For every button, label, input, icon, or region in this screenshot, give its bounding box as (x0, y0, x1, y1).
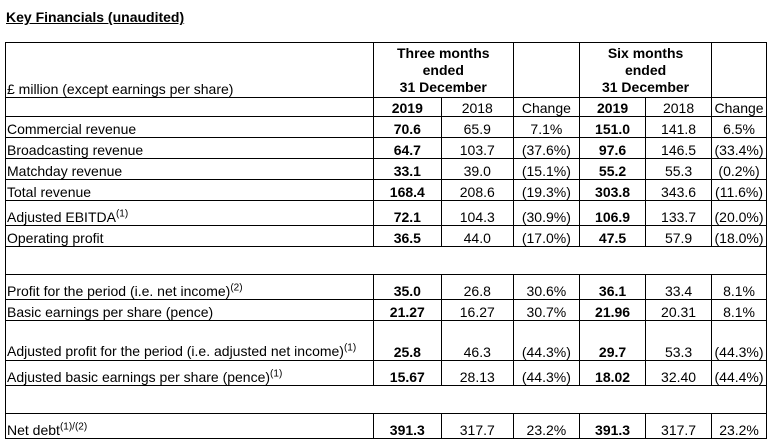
cell-h-change: (33.4%) (712, 138, 767, 159)
cell-h-2019: 21.96 (580, 300, 646, 321)
cell-q-2018: 65.9 (441, 117, 513, 138)
cell-q-2019: 70.6 (373, 117, 441, 138)
cell-q-2019: 25.8 (373, 321, 441, 361)
cell-h-2019: 151.0 (580, 117, 646, 138)
cell-h-2018: 133.7 (646, 201, 712, 226)
cell-q-2018: 44.0 (441, 226, 513, 247)
cell-h-2018: 53.3 (646, 321, 712, 361)
cell-h-2018: 141.8 (646, 117, 712, 138)
year-current: 2019 (373, 98, 441, 117)
cell-h-change: 8.1% (712, 300, 767, 321)
change-header: Change (712, 98, 767, 117)
cell-q-2019: 64.7 (373, 138, 441, 159)
table-row (6, 414, 767, 439)
cell-q-2019: 168.4 (373, 180, 441, 201)
table-row (6, 321, 767, 361)
year-prior: 2018 (646, 98, 712, 117)
cell-h-2019: 36.1 (580, 275, 646, 300)
cell-h-2018: 57.9 (646, 226, 712, 247)
table-row (6, 180, 767, 201)
cell-q-2019: 33.1 (373, 159, 441, 180)
row-label: Total revenue (6, 180, 374, 201)
cell-q-2018: 208.6 (441, 180, 513, 201)
footnote-ref: (1) (115, 208, 129, 220)
row-label: Operating profit (6, 226, 374, 247)
table-row (6, 300, 767, 321)
cell-h-change: (11.6%) (712, 180, 767, 201)
cell-h-2018: 343.6 (646, 180, 712, 201)
footnote-ref: (1) (343, 342, 357, 354)
cell-h-2018: 33.4 (646, 275, 712, 300)
table-row (6, 138, 767, 159)
cell-h-2019: 55.2 (580, 159, 646, 180)
spacer-row (6, 247, 767, 275)
cell-q-2019: 15.67 (373, 361, 441, 386)
change-header: Change (513, 98, 579, 117)
cell-q-2018: 28.13 (441, 361, 513, 386)
cell-h-2018: 32.40 (646, 361, 712, 386)
cell-h-2018: 55.3 (646, 159, 712, 180)
cell-q-2019: 72.1 (373, 201, 441, 226)
row-label: Adjusted basic earnings per share (pence)$^{(1)}$ (6, 361, 374, 386)
cell-h-change: (18.0%) (712, 226, 767, 247)
period-three-months: Three months ended 31 December (373, 43, 513, 98)
year-current: 2019 (580, 98, 646, 117)
cell-q-change: 7.1% (513, 117, 579, 138)
cell-q-change: 23.2% (513, 414, 579, 439)
cell-h-change: 6.5% (712, 117, 767, 138)
page-title: Key Financials (unaudited) (6, 9, 185, 25)
cell-q-2018: 317.7 (441, 414, 513, 439)
row-label: Profit for the period (i.e. net income)$^{(2)}$ (6, 275, 374, 300)
year-prior: 2018 (441, 98, 513, 117)
table-row (6, 226, 767, 247)
cell-q-2018: 104.3 (441, 201, 513, 226)
cell-q-change: (19.3%) (513, 180, 579, 201)
cell-q-2019: 21.27 (373, 300, 441, 321)
cell-h-2018: 317.7 (646, 414, 712, 439)
period-six-months: Six months ended 31 December (580, 43, 712, 98)
cell-h-2019: 97.6 (580, 138, 646, 159)
cell-h-2018: 20.31 (646, 300, 712, 321)
cell-h-change: (44.4%) (712, 361, 767, 386)
cell-h-2019: 18.02 (580, 361, 646, 386)
cell-h-change: 23.2% (712, 414, 767, 439)
cell-h-change: (0.2%) (712, 159, 767, 180)
cell-h-2019: 29.7 (580, 321, 646, 361)
row-label: Broadcasting revenue (6, 138, 374, 159)
footnote-ref: (1) (270, 368, 283, 380)
cell-h-2018: 146.5 (646, 138, 712, 159)
cell-q-2019: 35.0 (373, 275, 441, 300)
cell-h-2019: 391.3 (580, 414, 646, 439)
spacer-row (6, 386, 767, 414)
cell-h-change: (44.3%) (712, 321, 767, 361)
cell-q-2019: 36.5 (373, 226, 441, 247)
cell-q-change: (30.9%) (513, 201, 579, 226)
cell-h-change: 8.1% (712, 275, 767, 300)
row-label: Adjusted EBITDA$^{(1)}$ (6, 201, 374, 226)
unit-label: £ million (except earnings per share) (6, 43, 374, 98)
table-row (6, 159, 767, 180)
footnote-ref: (1)/(2) (59, 421, 88, 433)
cell-q-2018: 39.0 (441, 159, 513, 180)
cell-q-2019: 391.3 (373, 414, 441, 439)
cell-h-2019: 303.8 (580, 180, 646, 201)
cell-q-change: (15.1%) (513, 159, 579, 180)
cell-q-change: (17.0%) (513, 226, 579, 247)
key-financials-table (5, 42, 767, 439)
cell-q-2018: 46.3 (441, 321, 513, 361)
table-row (6, 275, 767, 300)
row-label: Adjusted profit for the period (i.e. adjusted net income)$^{(1)}$ (6, 321, 374, 361)
cell-q-change: 30.7% (513, 300, 579, 321)
table-header-row (6, 43, 767, 98)
row-label: Matchday revenue (6, 159, 374, 180)
cell-q-2018: 26.8 (441, 275, 513, 300)
cell-h-2019: 106.9 (580, 201, 646, 226)
footnote-ref: (2) (230, 282, 243, 294)
cell-q-change: (37.6%) (513, 138, 579, 159)
table-row (6, 117, 767, 138)
row-label: Basic earnings per share (pence) (6, 300, 374, 321)
cell-q-change: 30.6% (513, 275, 579, 300)
cell-h-2019: 47.5 (580, 226, 646, 247)
cell-h-change: (20.0%) (712, 201, 767, 226)
table-row (6, 201, 767, 226)
cell-q-change: (44.3%) (513, 321, 579, 361)
year-header-row (6, 98, 767, 117)
cell-q-2018: 103.7 (441, 138, 513, 159)
table-row (6, 361, 767, 386)
row-label: Commercial revenue (6, 117, 374, 138)
cell-q-2018: 16.27 (441, 300, 513, 321)
row-label: Net debt$^{(1)/(2)}$ (6, 414, 374, 439)
cell-q-change: (44.3%) (513, 361, 579, 386)
